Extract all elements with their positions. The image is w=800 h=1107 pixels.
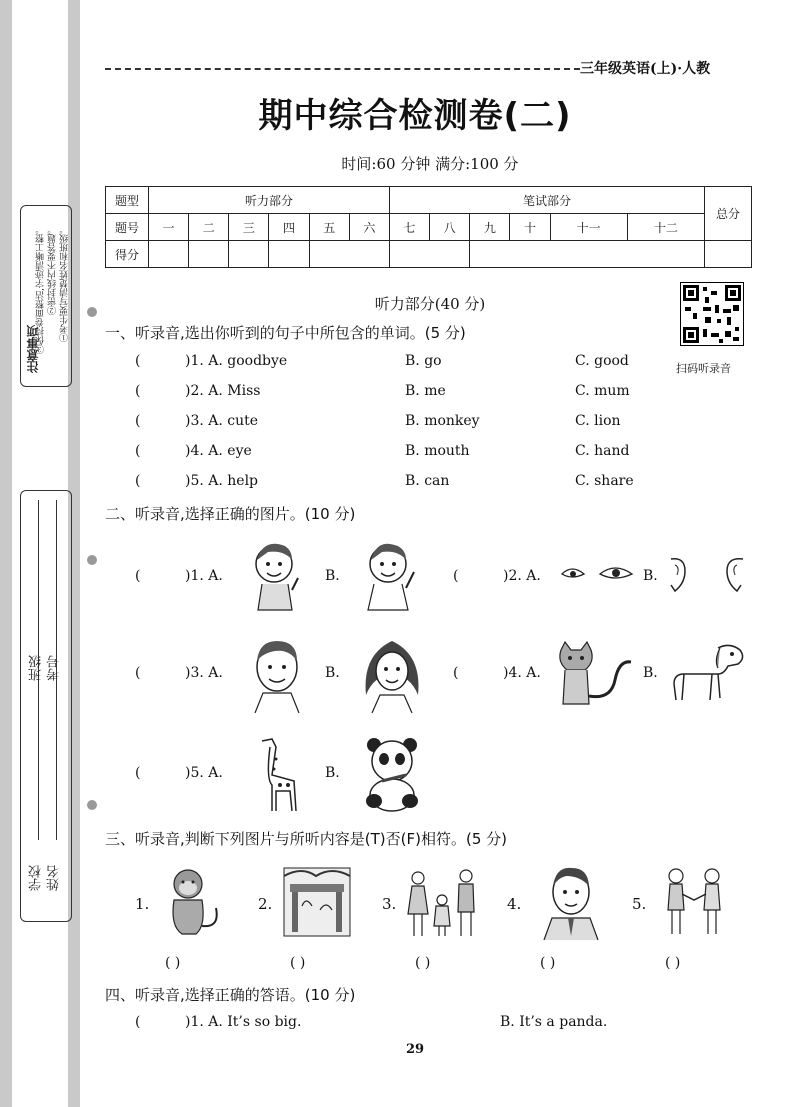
q-number: 三 — [229, 214, 269, 241]
s1-q4-c: C. hand — [575, 443, 630, 459]
zoo-picture — [282, 866, 352, 938]
s1-q2: )2. A. Miss — [185, 383, 261, 399]
s1-q2-b: B. me — [405, 383, 446, 399]
q-number: 一 — [149, 214, 189, 241]
section-3-title: 三、听录音,判断下列图片与所听内容是(T)否(F)相符。(5 分) — [105, 830, 507, 848]
s4-q1: )1. A. It’s so big. — [185, 1014, 302, 1030]
s1-q1-b: B. go — [405, 353, 442, 369]
note-2: ②密封线内不要答题。 — [48, 225, 58, 315]
s1-q5-c: C. share — [575, 473, 634, 489]
open-paren: ( — [135, 665, 141, 681]
student-info-box — [20, 490, 72, 922]
score-cell — [309, 241, 389, 268]
seal-dot — [87, 555, 97, 565]
listening-section-header: 听力部分(40 分) — [374, 295, 486, 313]
class-label: 班级 — [29, 655, 44, 681]
man-portrait-picture — [540, 862, 602, 940]
qr-label: 扫码听录音 — [676, 362, 731, 375]
q-number: 十一 — [550, 214, 627, 241]
row-label: 题号 — [106, 214, 149, 241]
q-number: 四 — [269, 214, 309, 241]
boy-face-picture — [245, 635, 309, 713]
q-number: 八 — [430, 214, 470, 241]
s2-q5: )5. A. — [185, 765, 223, 781]
row-label: 题型 — [106, 187, 149, 214]
answer-blank[interactable]: ( ) — [290, 955, 306, 971]
s1-q5: )5. A. help — [185, 473, 259, 489]
open-paren: ( — [453, 665, 459, 681]
dog-picture — [668, 640, 748, 704]
school-label: 学校 — [29, 865, 44, 891]
listening-header: 听力部分 — [149, 187, 390, 214]
exam-no-label: 考号 — [47, 655, 62, 681]
open-paren: ( — [135, 413, 141, 429]
open-paren: ( — [135, 1014, 141, 1030]
open-paren: ( — [135, 765, 141, 781]
s1-q4: )4. A. eye — [185, 443, 252, 459]
s1-q3-b: B. monkey — [405, 413, 480, 429]
page-number: 29 — [405, 1042, 425, 1057]
header-dash-line — [105, 68, 580, 70]
score-cell — [389, 241, 469, 268]
score-table — [105, 186, 752, 268]
open-paren: ( — [135, 353, 141, 369]
panda-picture — [360, 735, 428, 813]
written-header: 笔试部分 — [389, 187, 704, 214]
s1-q4-b: B. mouth — [405, 443, 470, 459]
answer-blank[interactable]: ( ) — [540, 955, 556, 971]
open-paren: ( — [135, 443, 141, 459]
b-label: B. — [325, 568, 340, 584]
open-paren: ( — [135, 568, 141, 584]
giraffe-picture — [250, 735, 310, 813]
q-number: 十二 — [627, 214, 704, 241]
b-label: B. — [643, 665, 658, 681]
section-4-title: 四、听录音,选择正确的答语。(10 分) — [105, 986, 356, 1004]
score-cell — [189, 241, 229, 268]
s3-num-3: 3. — [382, 895, 397, 913]
open-paren: ( — [453, 568, 459, 584]
total-header: 总分 — [705, 187, 752, 241]
family-picture — [404, 864, 484, 938]
s2-q1: )1. A. — [185, 568, 223, 584]
open-paren: ( — [135, 383, 141, 399]
score-cell — [149, 241, 189, 268]
s3-num-1: 1. — [135, 895, 150, 913]
s1-q3-c: C. lion — [575, 413, 621, 429]
answer-blank[interactable]: ( ) — [665, 955, 681, 971]
open-paren: ( — [135, 473, 141, 489]
b-label: B. — [325, 765, 340, 781]
section-1-title: 一、听录音,选出你听到的句子中所包含的单词。(5 分) — [105, 324, 466, 342]
note-1: ①考生要写清楚姓名和班级。 — [60, 225, 70, 342]
q-number: 七 — [389, 214, 429, 241]
kids-shaking-hands-picture — [660, 864, 730, 938]
s1-q1-c: C. good — [575, 353, 629, 369]
score-cell — [470, 241, 705, 268]
b-label: B. — [643, 568, 658, 584]
score-cell — [229, 241, 269, 268]
grade-tag: 三年级英语(上)·人教 — [580, 61, 711, 77]
s2-q3: )3. A. — [185, 665, 223, 681]
s1-q1: )1. A. goodbye — [185, 353, 288, 369]
ears-picture — [665, 555, 750, 595]
s1-q3: )3. A. cute — [185, 413, 259, 429]
monkey-picture — [160, 866, 224, 938]
page-title: 期中综合检测卷(二) — [258, 96, 572, 136]
s3-num-5: 5. — [632, 895, 647, 913]
seal-dot — [87, 800, 97, 810]
s3-num-4: 4. — [507, 895, 522, 913]
note-3: ③保持卷面整洁,字迹清晰工整。 — [36, 225, 46, 354]
eyes-picture — [560, 560, 635, 590]
answer-blank[interactable]: ( ) — [165, 955, 181, 971]
score-cell — [705, 241, 752, 268]
cat-picture — [555, 640, 635, 708]
notes-title: 注意事项 — [26, 325, 40, 373]
boy-waving-picture — [360, 538, 420, 612]
s1-q5-b: B. can — [405, 473, 450, 489]
q-number: 十 — [510, 214, 550, 241]
s2-q2: )2. A. — [503, 568, 541, 584]
exam-info: 时间:60 分钟 满分:100 分 — [341, 155, 519, 173]
answer-blank[interactable]: ( ) — [415, 955, 431, 971]
girl-face-picture — [360, 635, 424, 713]
b-label: B. — [325, 665, 340, 681]
q-number: 二 — [189, 214, 229, 241]
score-cell — [269, 241, 309, 268]
s3-num-2: 2. — [258, 895, 273, 913]
q-number: 六 — [349, 214, 389, 241]
s1-q2-c: C. mum — [575, 383, 630, 399]
q-number: 九 — [470, 214, 510, 241]
s4-q1-b: B. It’s a panda. — [500, 1014, 608, 1030]
boy-waving-picture — [248, 538, 304, 612]
row-label: 得分 — [106, 241, 149, 268]
q-number: 五 — [309, 214, 349, 241]
s2-q4: )4. A. — [503, 665, 541, 681]
qr-code[interactable] — [680, 282, 744, 346]
name-label: 姓名 — [47, 865, 62, 891]
section-2-title: 二、听录音,选择正确的图片。(10 分) — [105, 505, 356, 523]
